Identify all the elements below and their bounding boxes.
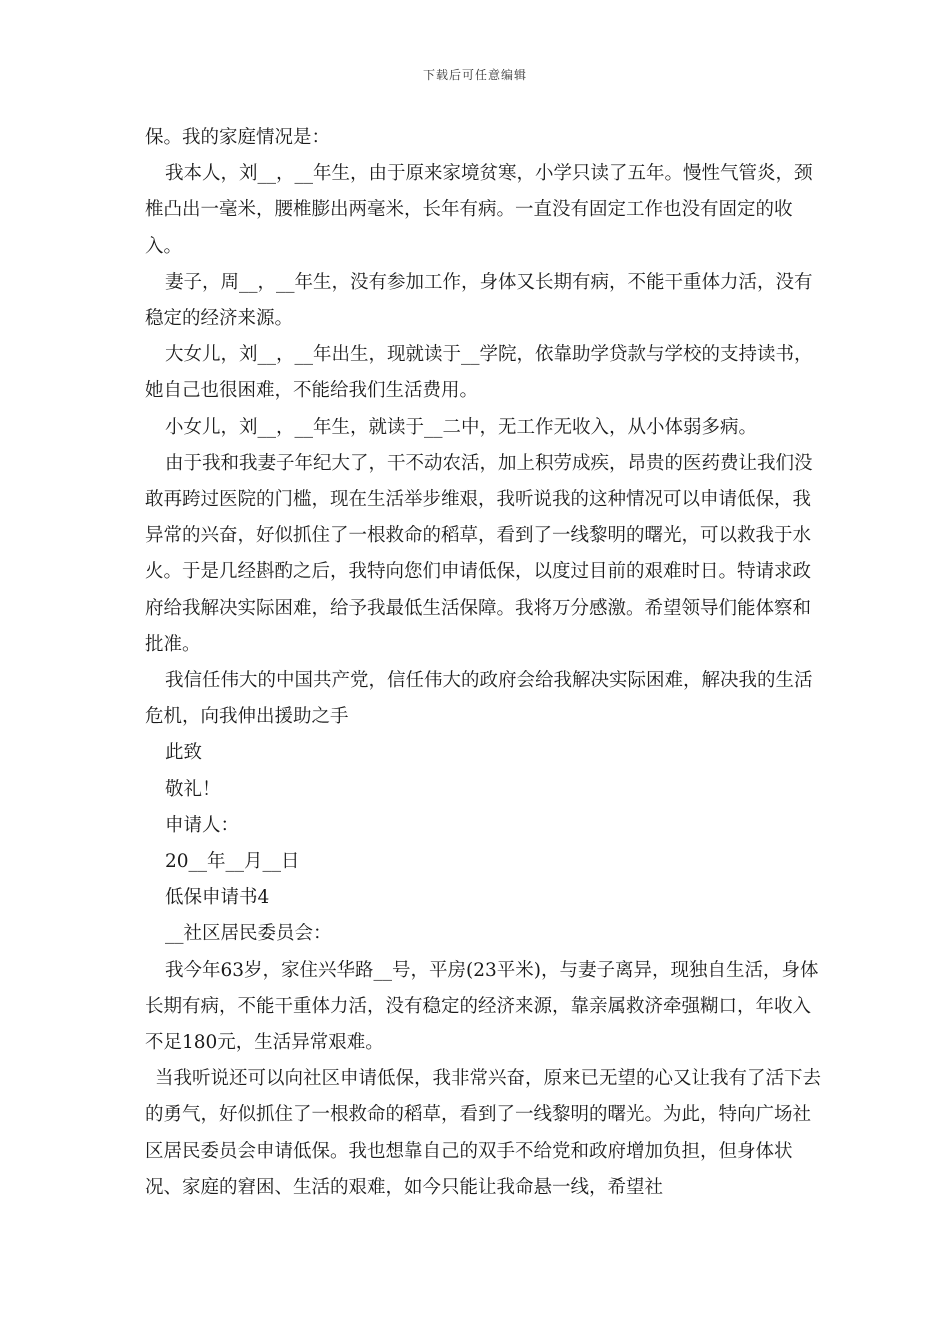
paragraph-younger-daughter: 小女儿，刘__，__年生，就读于__二中，无工作无收入，从小体弱多病。 xyxy=(165,416,758,438)
paragraph-wife: 妻子，周__，__年生，没有参加工作，身体又长期有病，不能干重体力活，没有稳定的经济来源。 xyxy=(145,271,813,330)
closing-jing-li: 敬礼！ xyxy=(165,778,221,800)
paragraph-personal-situation: 我今年63岁，家住兴华路__号，平房(23平米)，与妻子离异，现独自生活，身体长期有病，不能干重体力活，没有稳定的经济来源，靠亲属救济牵强糊口，年收入不足180元，生活异常艰难。 xyxy=(145,959,819,1054)
section-title: 低保申请书4 xyxy=(165,887,270,909)
document-body xyxy=(145,120,825,1206)
closing-ci-zhi: 此致 xyxy=(165,742,203,764)
paragraph-application-reason: 当我听说还可以向社区申请低保，我非常兴奋，原来已无望的心又让我有了活下去的勇气，好似抓住了一根救命的稻草，看到了一线黎明的曙光。为此，特向广场社区居民委员会申请低保。我也想靠自己的双手不给党和政府增加负担，但身体状况、家庭的窘困、生活的艰难，如今只能让我命悬一线，希望社 xyxy=(145,1068,822,1198)
paragraph-trust: 我信任伟大的中国共产党，信任伟大的政府会给我解决实际困难，解决我的生活危机，向我伸出援助之手 xyxy=(145,670,813,728)
salutation: __社区居民委员会： xyxy=(165,923,332,945)
page-header-note: 下载后可任意编辑 xyxy=(422,68,527,82)
paragraph-family-intro: 保。我的家庭情况是： xyxy=(145,127,331,148)
paragraph-request: 由于我和我妻子年纪大了，干不动农活，加上积劳成疾，昂贵的医药费让我们没敢再跨过医院的门槛，现在生活举步维艰，我听说我的这种情况可以申请低保，我异常的兴奋，好似抓住了一根救命的稻草，看到了一线黎明的曙光，可以救我于水火。于是几经斟酌之后，我特向您们申请低保，以度过目前的艰难时日。特请求政府给我解决实际困难，给予我最低生活保障。我将万分感激。希望领导们能体察和批准。 xyxy=(145,452,813,655)
paragraph-self: 我本人，刘__，__年生，由于原来家境贫寒，小学只读了五年。慢性气管炎，颈椎凸出一毫米，腰椎膨出两毫米，长年有病。一直没有固定工作也没有固定的收入。 xyxy=(145,163,813,257)
paragraph-elder-daughter: 大女儿，刘__，__年出生，现就读于__学院，依靠助学贷款与学校的支持读书，她自己也很困难，不能给我们生活费用。 xyxy=(145,344,813,402)
date-line: 20__年__月__日 xyxy=(165,851,300,873)
applicant-label: 申请人： xyxy=(165,814,240,836)
